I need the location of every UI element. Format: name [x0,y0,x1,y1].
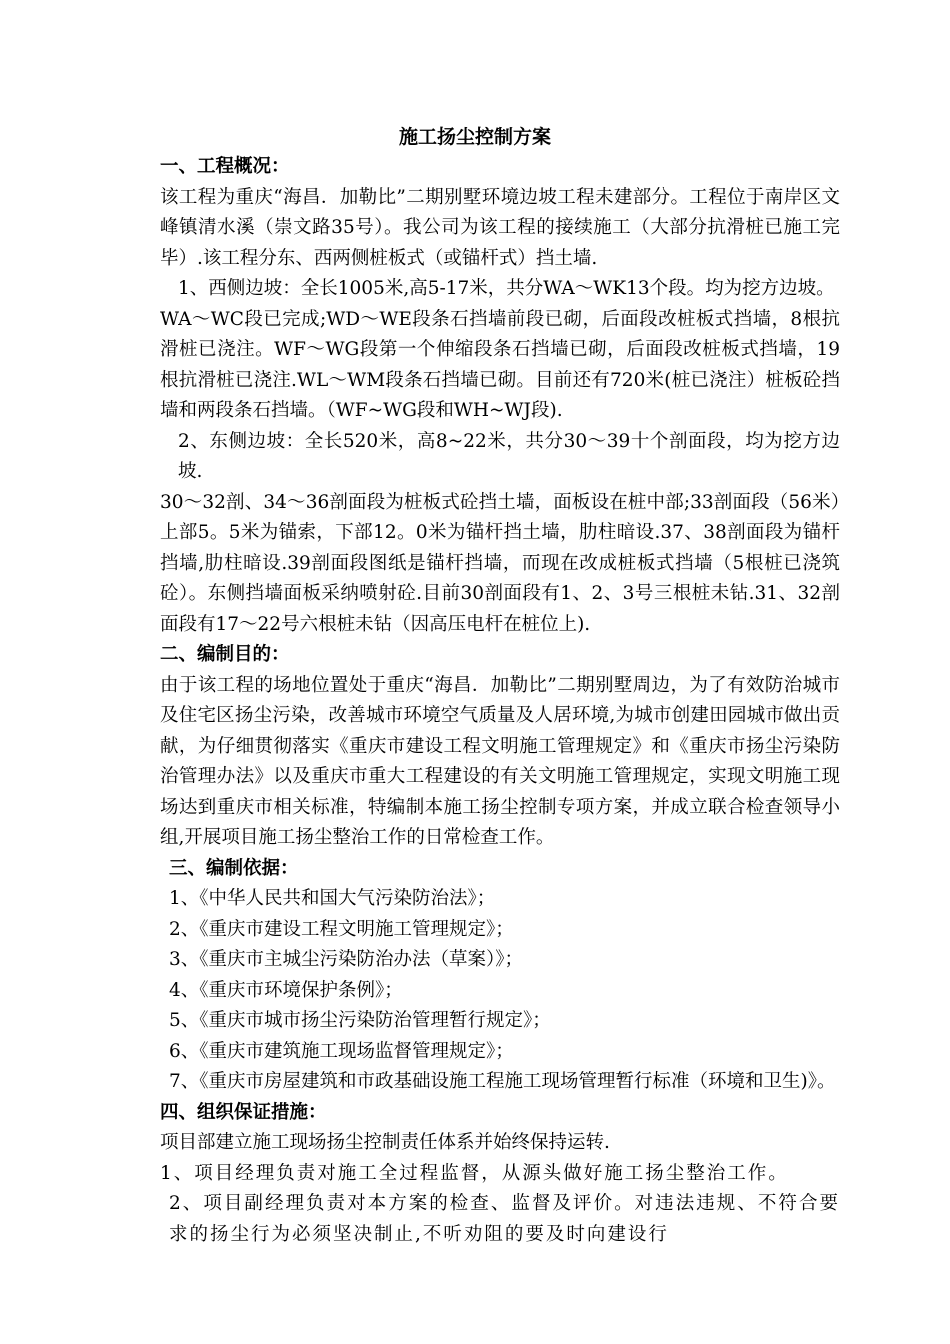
paragraph: WA～WC段已完成;WD～WE段条石挡墙前段已砌，后面段改桩板式挡墙，8根抗滑桩已浇注。WF～WG段第一个伸缩段条石挡墙已砌，后面段改桩板式挡墙，19根抗滑桩已浇注.WL～WM段条石挡墙已砌。目前还有720米(桩已浇注）桩板砼挡墙和两段条石挡墙。（WF~WG段和WH~WJ段). [160,308,840,421]
paragraph: 2、东侧边坡：全长520米，高8~22米，共分30～39十个剖面段，均为挖方边坡. [178,430,840,482]
paragraph: 项目部建立施工现场扬尘控制责任体系并始终保持运转. [160,1132,610,1153]
list-item: 4、《重庆市环境保护条例》； [169,979,403,1001]
paragraph: 2、项目副经理负责对本方案的检查、监督及评价。对违法违规、不符合要求的扬尘行为必须坚决制止,不听劝阻的要及时向建设行 [169,1193,840,1245]
list-item: 3、《重庆市主城尘污染防治办法（草案）》； [169,949,524,970]
paragraph: 30～32剖、34～36剖面段为桩板式砼挡土墙，面板设在桩中部;33剖面段（56米）上部5。5米为锚索，下部12。0米为锚杆挡土墙，肋柱暗设.37、38剖面段为锚杆挡墙,肋柱暗设.39剖面段图纸是锚杆挡墙，而现在改成桩板式挡墙（5根桩已浇筑砼）。东侧挡墙面板采纳喷射砼.目前30剖面段有1、2、3号三根桩未钻.31、32剖面段有17～22号六根桩未钻（因高压电杆在桩位上). [160,491,840,635]
section-heading-basis: 三、编制依据： [169,857,299,879]
list-item: 7、《重庆市房屋建筑和市政基础设施工程施工现场管理暂行标准（环境和卫生)》。 [169,1071,836,1092]
paragraph: 1、西侧边坡：全长1005米,高5-17米，共分WA～WK13个段。均为挖方边坡。 [178,278,835,299]
paragraph: 该工程为重庆“海昌．加勒比”二期别墅环境边坡工程未建部分。工程位于南岸区文峰镇清水溪（崇文路35号）。我公司为该工程的接续施工（大部分抗滑桩已施工完毕）.该工程分东、西两侧桩板式（或锚杆式）挡土墙. [160,186,840,269]
list-item: 5、《重庆市城市扬尘污染防治管理暂行规定》； [169,1010,551,1031]
list-item: 6、《重庆市建筑施工现场监督管理规定》； [169,1040,514,1062]
paragraph: 1、项目经理负责对施工全过程监督，从源头做好施工扬尘整治工作。 [160,1162,789,1184]
section-heading-overview: 一、工程概况： [160,156,290,177]
paragraph: 由于该工程的场地位置处于重庆“海昌．加勒比”二期别墅周边，为了有效防治城市及住宅区扬尘污染，改善城市环境空气质量及人居环境,为城市创建田园城市做出贡献，为仔细贯彻落实《重庆市建设工程文明施工管理规定》和《重庆市扬尘污染防治管理办法》以及重庆市重大工程建设的有关文明施工管理规定，实现文明施工现场达到重庆市相关标准，特编制本施工扬尘控制专项方案，并成立联合检查领导小组,开展项目施工扬尘整治工作的日常检查工作。 [160,674,840,848]
section-heading-purpose: 二、编制目的： [160,644,290,665]
list-item: 1、《中华人民共和国大气污染防治法》； [169,888,496,909]
document-title: 施工扬尘控制方案 [398,126,551,148]
document-body [160,152,840,1250]
section-heading-organization: 四、组织保证措施： [160,1101,327,1123]
list-item: 2、《重庆市建设工程文明施工管理规定》； [169,918,514,940]
